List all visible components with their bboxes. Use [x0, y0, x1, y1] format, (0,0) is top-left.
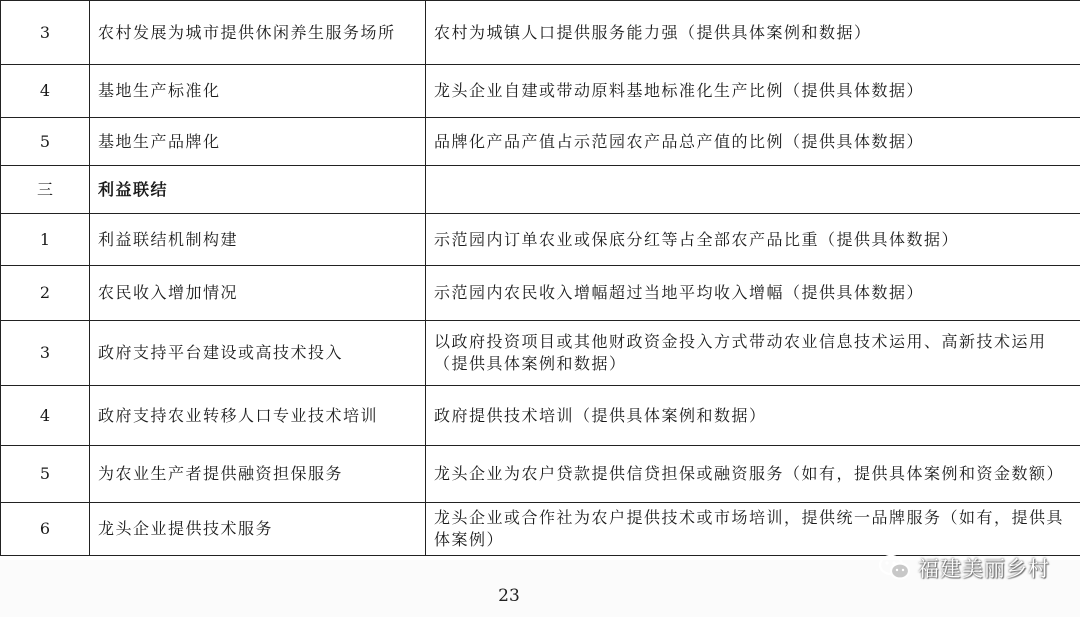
- row-number: 4: [1, 386, 90, 446]
- watermark: [878, 553, 1050, 583]
- row-title: 基地生产品牌化: [90, 118, 426, 166]
- row-number: 3: [1, 321, 90, 386]
- row-description: 以政府投资项目或其他财政资金投入方式带动农业信息技术运用、高新技术运用（提供具体案例和数据）: [426, 321, 1080, 386]
- row-title: 龙头企业提供技术服务: [90, 503, 426, 556]
- row-title: 农村发展为城市提供休闲养生服务场所: [90, 1, 426, 65]
- row-title: 农民收入增加情况: [90, 266, 426, 321]
- section-header-row: [1, 166, 1080, 214]
- page-number: 23: [498, 586, 520, 606]
- row-number: 3: [1, 1, 90, 65]
- wechat-icon: [878, 554, 912, 582]
- table-row: [1, 446, 1080, 503]
- table-row: [1, 503, 1080, 556]
- table-row: [1, 266, 1080, 321]
- table-row: [1, 1, 1080, 65]
- row-description: 农村为城镇人口提供服务能力强（提供具体案例和数据）: [426, 1, 1080, 65]
- row-description: 龙头企业自建或带动原料基地标准化生产比例（提供具体数据）: [426, 65, 1080, 118]
- row-title: 基地生产标准化: [90, 65, 426, 118]
- row-number: 5: [1, 118, 90, 166]
- row-number: 1: [1, 214, 90, 266]
- row-title: 利益联结机制构建: [90, 214, 426, 266]
- row-number: 4: [1, 65, 90, 118]
- row-description: 政府提供技术培训（提供具体案例和数据）: [426, 386, 1080, 446]
- row-title: 政府支持农业转移人口专业技术培训: [90, 386, 426, 446]
- watermark-text: 福建美丽乡村: [918, 557, 1050, 581]
- row-description: 龙头企业为农户贷款提供信贷担保或融资服务（如有，提供具体案例和资金数额）: [426, 446, 1080, 503]
- row-title: 为农业生产者提供融资担保服务: [90, 446, 426, 503]
- table-row: [1, 118, 1080, 166]
- section-title: 利益联结: [90, 166, 426, 214]
- row-description: 示范园内农民收入增幅超过当地平均收入增幅（提供具体数据）: [426, 266, 1080, 321]
- row-number: 5: [1, 446, 90, 503]
- table-row: [1, 386, 1080, 446]
- section-number: 三: [1, 166, 90, 214]
- table-row: [1, 214, 1080, 266]
- row-description: 品牌化产品产值占示范园农产品总产值的比例（提供具体数据）: [426, 118, 1080, 166]
- section-description: [426, 166, 1080, 214]
- row-description: 龙头企业或合作社为农户提供技术或市场培训，提供统一品牌服务（如有，提供具体案例）: [426, 503, 1080, 556]
- row-title: 政府支持平台建设或高技术投入: [90, 321, 426, 386]
- row-description: 示范园内订单农业或保底分红等占全部农产品比重（提供具体数据）: [426, 214, 1080, 266]
- table-row: [1, 321, 1080, 386]
- row-number: 2: [1, 266, 90, 321]
- row-number: 6: [1, 503, 90, 556]
- table-row: [1, 65, 1080, 118]
